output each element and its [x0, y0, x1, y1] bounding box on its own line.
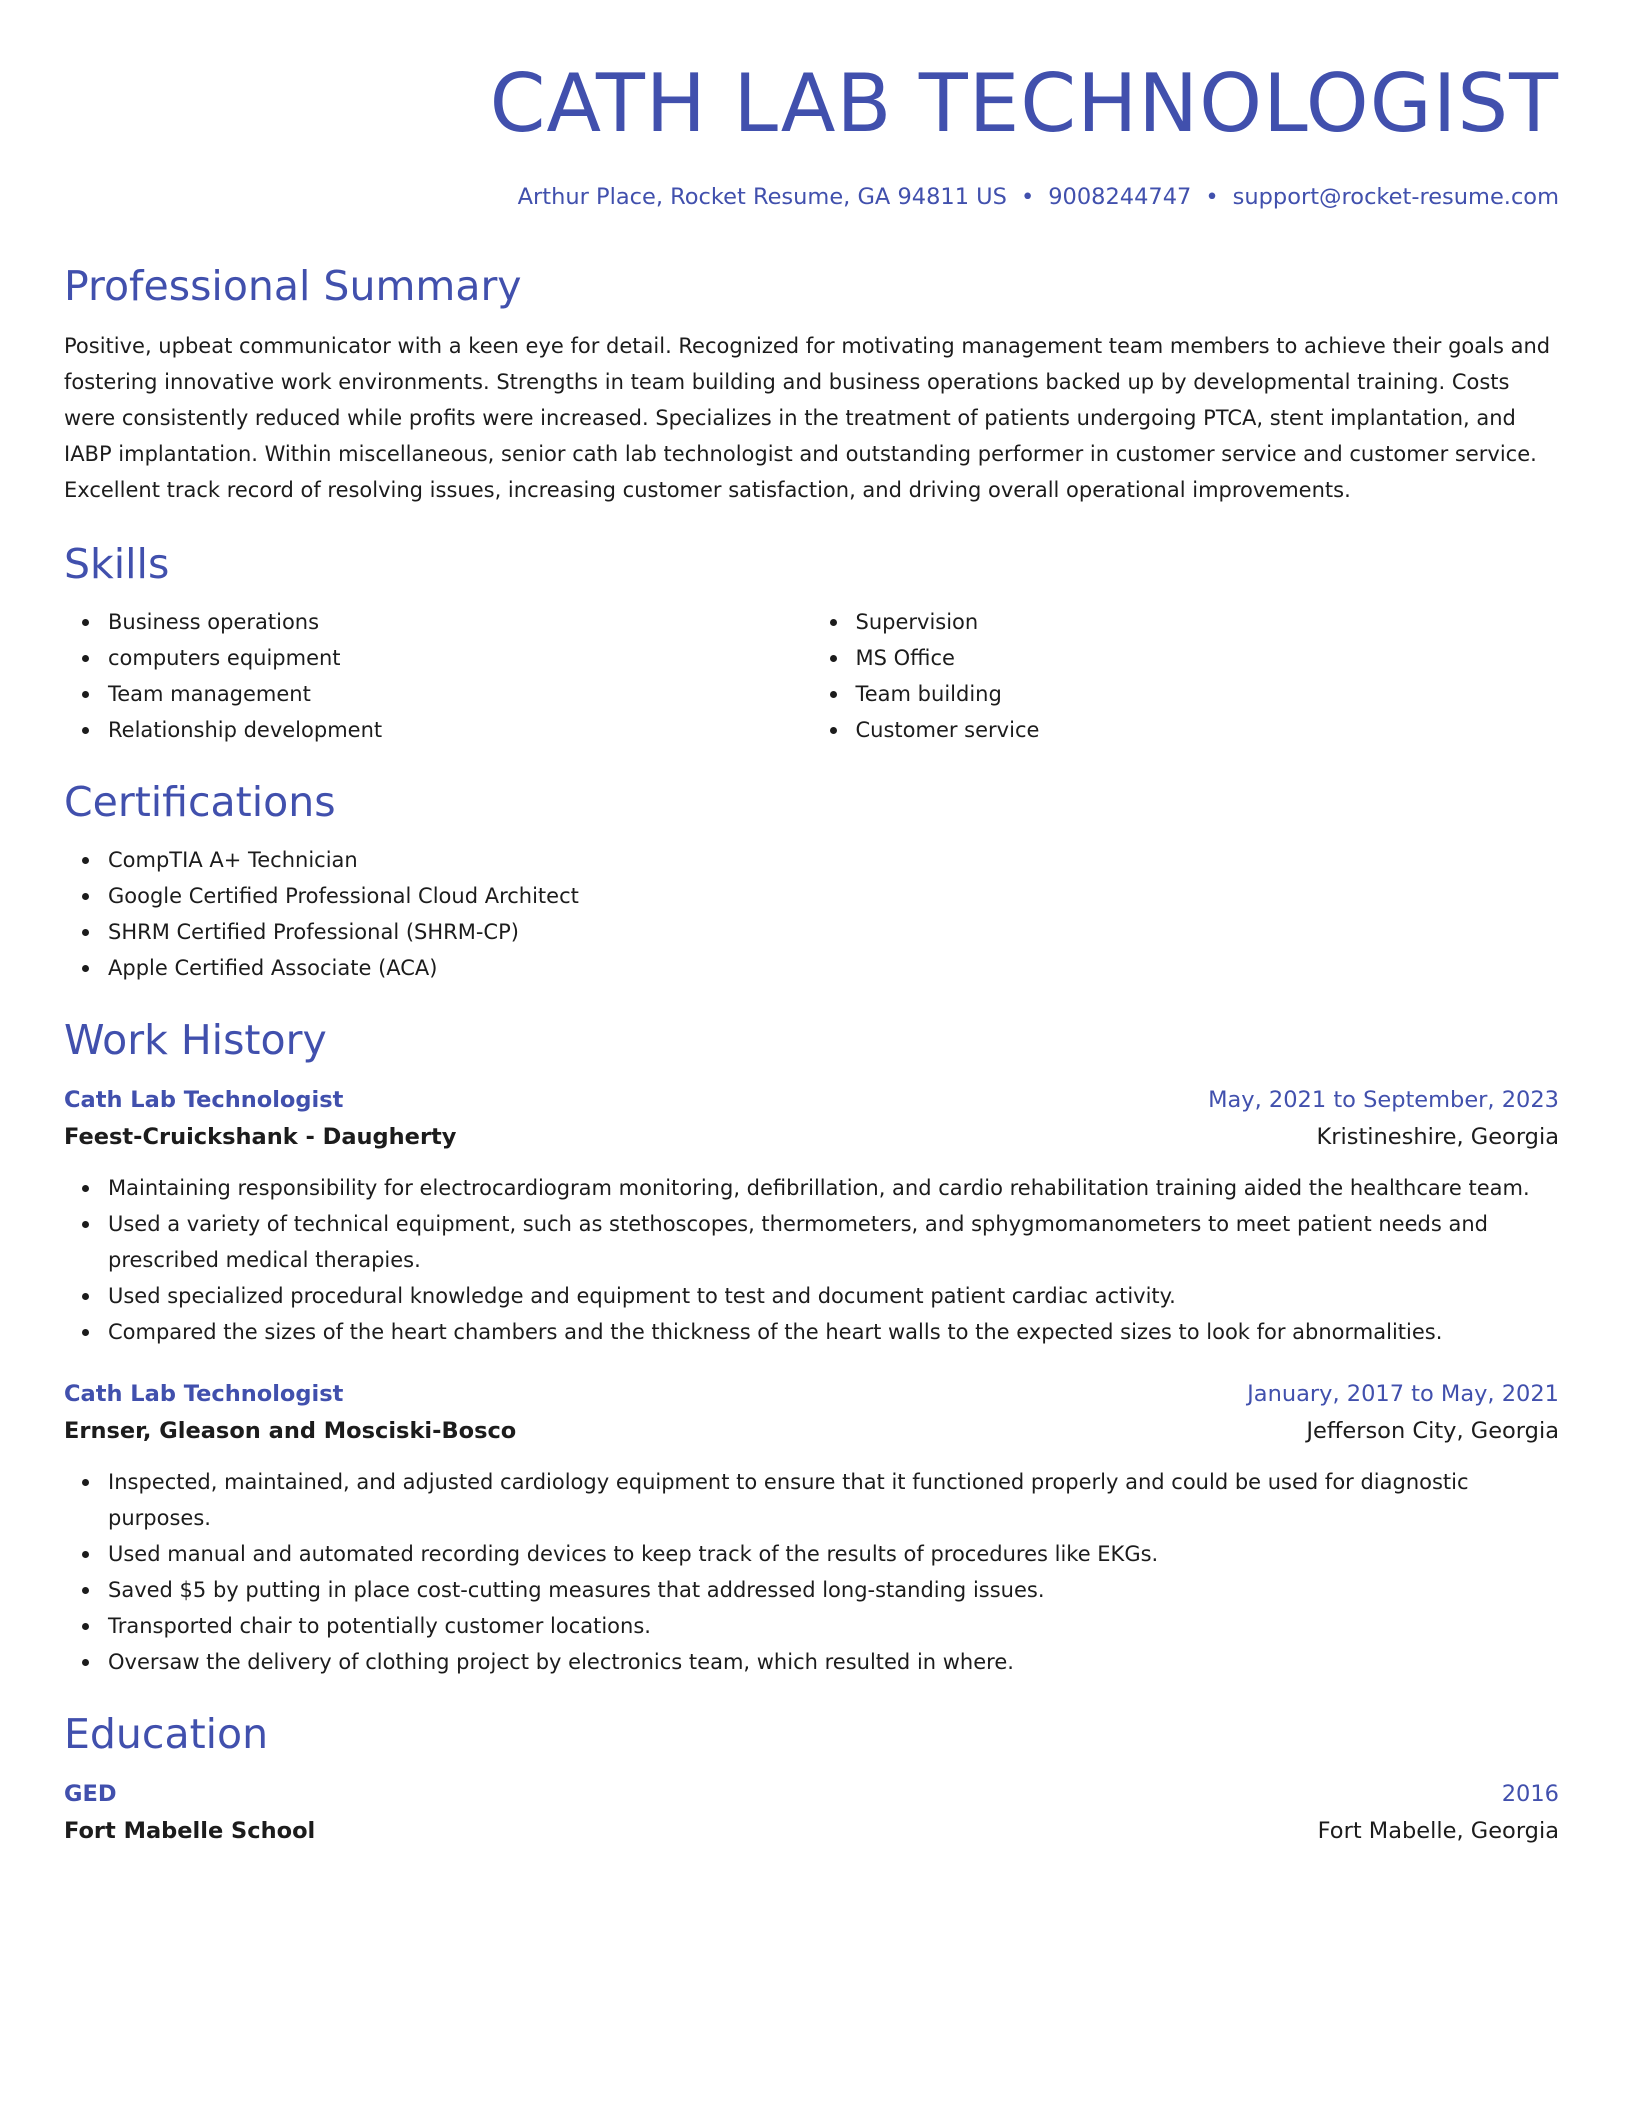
- skills-column-right: [812, 604, 1560, 748]
- job-bullet: Maintaining responsibility for electrocardiogram monitoring, defibrillation, and cardio rehabilitation training aided the healthcare team.: [108, 1170, 1563, 1206]
- education-entry: [64, 1776, 1559, 1850]
- work-history-heading: Work History: [64, 1016, 327, 1064]
- job-bullets: [64, 1464, 1563, 1680]
- contact-address: Arthur Place, Rocket Resume, GA 94811 US: [517, 184, 1007, 210]
- skills-list: [64, 604, 1559, 748]
- contact-separator: •: [1205, 184, 1219, 210]
- certification-item: Apple Certified Associate (ACA): [108, 950, 1559, 986]
- skill-item: Team building: [856, 676, 1560, 712]
- contact-phone[interactable]: 9008244747: [1048, 184, 1192, 210]
- job-bullets: [64, 1170, 1563, 1350]
- certification-item: Google Certified Professional Cloud Architect: [108, 878, 1559, 914]
- job-company: Feest-Cruickshank - Daugherty: [64, 1124, 457, 1150]
- education-location: Fort Mabelle, Georgia: [1317, 1818, 1559, 1844]
- job-location: Kristineshire, Georgia: [1316, 1124, 1559, 1150]
- job-bullet: Transported chair to potentially customer locations.: [108, 1608, 1563, 1644]
- education-heading: Education: [64, 1710, 269, 1758]
- skill-item: Relationship development: [108, 712, 812, 748]
- job-bullet: Used a variety of technical equipment, such as stethoscopes, thermometers, and sphygmomanometers to meet patient needs and prescribed medical therapies.: [108, 1206, 1563, 1278]
- certifications-heading: Certifications: [64, 778, 336, 826]
- education-school: Fort Mabelle School: [64, 1818, 316, 1844]
- summary-heading: Professional Summary: [64, 262, 522, 310]
- job-entry: [64, 1376, 1559, 1680]
- job-title: Cath Lab Technologist: [64, 1087, 344, 1113]
- job-entry: [64, 1082, 1559, 1350]
- job-bullet: Compared the sizes of the heart chambers and the thickness of the heart walls to the expected sizes to look for abnormalities.: [108, 1314, 1563, 1350]
- certification-item: CompTIA A+ Technician: [108, 842, 1559, 878]
- contact-line: [64, 182, 1559, 212]
- education-degree: GED: [64, 1781, 117, 1807]
- candidate-title: CATH LAB TECHNOLOGIST: [489, 57, 1559, 150]
- contact-separator: •: [1020, 184, 1035, 210]
- skill-item: MS Office: [856, 640, 1560, 676]
- job-bullet: Used specialized procedural knowledge and equipment to test and document patient cardiac activity.: [108, 1278, 1563, 1314]
- summary-text: Positive, upbeat communicator with a keen eye for detail. Recognized for motivating management team members to achieve their goals and fostering innovative work environments. Strengths in team building and business operations backed up by developmental training. Costs were consistently reduced while profits were increased. Specializes in the treatment of patients undergoing PTCA, stent implantation, and IABP implantation. Within miscellaneous, senior cath lab technologist and outstanding performer in customer service and customer service. Excellent track record of resolving issues, increasing customer satisfaction, and driving overall operational improvements.: [64, 334, 1551, 502]
- skill-item: computers equipment: [108, 640, 812, 676]
- resume-page: [64, 0, 1559, 1850]
- education-year: 2016: [1501, 1781, 1559, 1807]
- skill-item: Supervision: [856, 604, 1560, 640]
- job-dates: May, 2021 to September, 2023: [1208, 1087, 1559, 1113]
- job-company: Ernser, Gleason and Mosciski-Bosco: [64, 1418, 517, 1444]
- certifications-list: [64, 842, 1559, 986]
- job-location: Jefferson City, Georgia: [1306, 1418, 1559, 1444]
- certification-item: SHRM Certified Professional (SHRM-CP): [108, 914, 1559, 950]
- skill-item: Business operations: [108, 604, 812, 640]
- job-bullet: Used manual and automated recording devices to keep track of the results of procedures like EKGs.: [108, 1536, 1563, 1572]
- job-title: Cath Lab Technologist: [64, 1381, 344, 1407]
- skills-heading: Skills: [64, 540, 170, 588]
- skill-item: Team management: [108, 676, 812, 712]
- job-dates: January, 2017 to May, 2021: [1247, 1381, 1559, 1407]
- job-bullet: Inspected, maintained, and adjusted cardiology equipment to ensure that it functioned properly and could be used for diagnostic purposes.: [108, 1464, 1563, 1536]
- skills-column-left: [64, 604, 812, 748]
- job-bullet: Oversaw the delivery of clothing project by electronics team, which resulted in where.: [108, 1644, 1563, 1680]
- skill-item: Customer service: [856, 712, 1560, 748]
- job-bullet: Saved $5 by putting in place cost-cutting measures that addressed long-standing issues.: [108, 1572, 1563, 1608]
- contact-email[interactable]: support@rocket-resume.com: [1232, 184, 1559, 210]
